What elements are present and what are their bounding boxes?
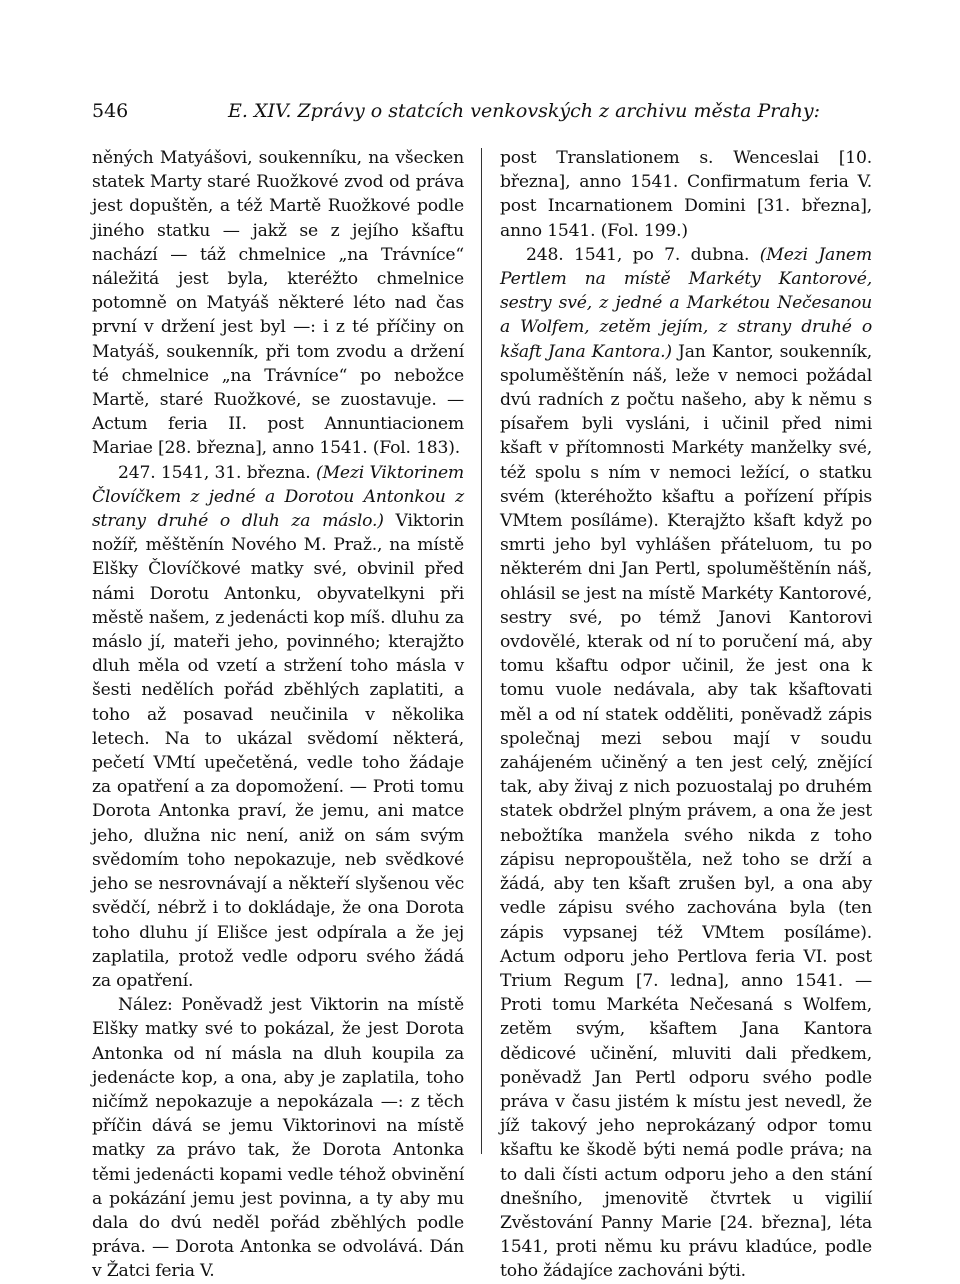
running-title: E. XIV. Zprávy o statcích venkovských z archivu města Prahy:: [228, 100, 821, 122]
entry-248-heading: 248. 1541, po 7. dubna.: [526, 244, 750, 265]
right-column: [500, 146, 872, 1284]
entry-248: [500, 243, 872, 1284]
entry-247-verdict: Nález: Poněvadž jest Viktorin na místě Elšky matky své to pokázal, že jest Dorota Antonka od ní másla na dluh koupila za jedenácte kop, a ona, aby je zaplatila, toho ničímž nepokazuje a nepokázala —: z těch příčin dává se jemu Viktorinovi na místě matky za právo tak, že Dorota Antonka těmi jedenácti kopami vedle téhož obvinění a pokázání jemu jest povinna, a ty aby mu dala do dvú neděl pořád zběhlých podle práva. — Dorota Antonka se odvolává. Dán v Žatci feria V.: [92, 995, 464, 1282]
page-number: 546: [92, 100, 129, 122]
running-head: [92, 96, 872, 126]
entry-247-heading: 247. 1541, 31. března.: [118, 462, 311, 483]
entry-247-summary: (Mezi Viktorinem Človíčkem z jedné a Dorotou Antonkou z strany druhé o dluh za máslo.): [92, 462, 465, 532]
entry-248-text: Jan Kantor, soukenník, spoluměštěnín náš, leže v nemoci požádal dvú radních z počtu našeho, aby k němu s písařem byli vysláni, i učinil před nimi kšaft v přítomnosti Markéty manželky své, též spolu s ním v nemoci ležící, o statku svém (kteréhožto kšaftu a pořízení přípis VMtem posíláme). Kterajžto kšaft když po smrti jeho byl vyhlášen přáteluom, tu po některém dni Jan Pertl, spoluměštěnín náš, ohlásil se jest na místě Markéty Kantorové, sestry své, po témž Janovi Kantorovi ovdovělé, kterak od ní to poručení má, aby tomu kšaftu odpor učinil, že jest ona k tomu vuole nedávala, aby tak kšaftovati měl a od ní statek odděliti, poněvadž zápis společnaj mezi sebou mají v soudu zahájeném učiněný a ten jest celý, znějící tak, aby živaj z nich pozuostalaj po druhém statek obdržel plným právem, a ona že jest nebožtíka manžela svého nikda z toho zápisu nepropouštěla, než toho se drží a žádá, aby ten kšaft zrušen byl, a ona aby vedle zápisu svého zachována byla (ten zápis vypsanej též VMtem posíláme). Actum odporu jeho Pertlova feria VI. post Trium Regum [7. ledna], anno 1541. — Proti tomu Markéta Nečesaná s Wolfem, zetěm svým, kšaftem Jana Kantora dědicové učinění, mluviti dali předkem, poněvadž Jan Pertl odporu svého podle práva v času jistém k místu jest nevedl, že jíž takový jeho neprokázaný odpor tomu kšaftu ke škodě býti nemá podle práva; na to dali čísti actum odporu jeho a den stání dnešního, jmenovitě čtvrtek u vigilií Zvěstování Panny Marie [24. března], léta 1541, proti němu ku právu kladúce, podle toho žádajíce zachováni býti.: [500, 341, 872, 1282]
left-column: [92, 146, 464, 1284]
entry-248-summary: (Mezi Janem Pertlem na místě Markéty Kantorové, sestry své, z jedné a Markétou Nečesanou a Wolfem, zetěm jejím, z strany druhé o kšaft Jana Kantora.): [500, 244, 873, 362]
left-paragraph-continuation: něných Matyášovi, soukenníku, na všecken statek Marty staré Ruožkové zvod od práva jest dopuštěn, a též Martě Ruožkové podle jiného statku — jakž se z jejího kšaftu nachází — táž chmelnice „na Trávníce“ náležitá jest byla, kteréžto chmelnice potomně on Matyáš některé léto nad čas první v držení jest byl —: i z té příčiny on Matyáš, soukenník, při tom zvodu a držení té chmelnice „na Trávníce“ po nebožce Martě, staré Ruožkové, se zuostavuje. — Actum feria II. post Annuntiacionem Mariae [28. března], anno 1541. (Fol. 183).: [92, 148, 464, 459]
right-paragraph-continuation: post Translationem s. Wenceslai [10. března], anno 1541. Confirmatum feria V. post Incarnationem Domini [31. března], anno 1541. (Fol. 199.): [500, 148, 872, 241]
column-divider: [481, 148, 482, 1154]
entry-247-text: Viktorin nožíř, měštěnín Nového M. Praž., na místě Elšky Človíčkové matky své, obvinil před námi Dorotu Antonku, obyvatelkyni při městě našem, z jedenácti kop míš. dluhu za máslo jí, mateři jeho, povinného; kterajžto dluh měla od vzetí a stržení toho másla v šesti nedělích pořád zběhlých zaplatiti, a toho až posavad neučinila v několika letech. Na to ukázal svědomí některá, pečetí VMtí upečetěná, vedle toho žádaje za opatření a za dopomožení. — Proti tomu Dorota Antonka praví, že jemu, ani matce jeho, dlužna nic není, aniž on sám svým svědomím toho nepokazuje, neb svědkové jeho se nesrovnávají a někteří slyšenou věc svědčí, nébrž i to dokládaje, že ona Dorota toho dluhu jí Elišce jest odpírala a že jej zaplatila, protož vedle odporu svého žádá za opatření.: [92, 511, 464, 991]
entry-247: [92, 461, 464, 993]
